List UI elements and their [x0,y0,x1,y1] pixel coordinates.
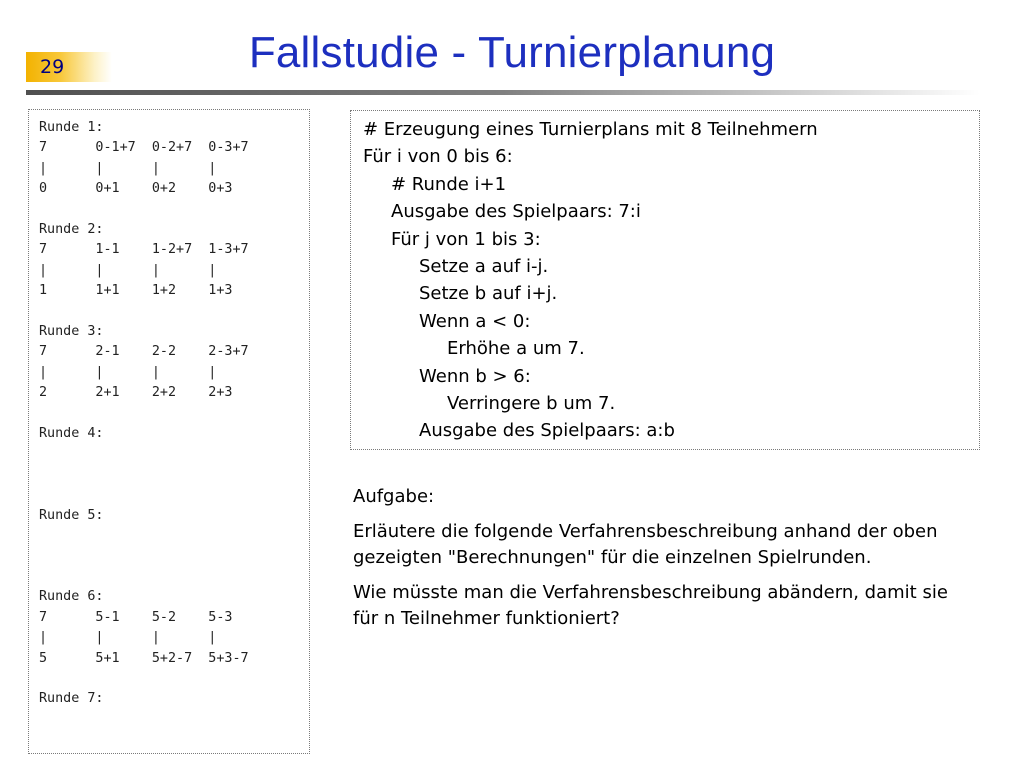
algorithm-line: # Runde i+1 [391,173,507,195]
round-calculation-listing [39,118,249,710]
code-line: Runde 2: [39,222,104,238]
code-line: 7 0-1+7 0-2+7 0-3+7 [39,140,249,156]
algorithm-box [350,110,980,450]
code-line: Runde 6: [39,589,104,605]
round-calculation-box [28,109,310,754]
algorithm-line: Verringere b um 7. [447,393,616,414]
code-line: 1 1+1 1+2 1+3 [39,283,233,299]
code-line: Runde 7: [39,691,104,707]
code-line: 7 1-1 1-2+7 1-3+7 [39,242,249,258]
code-line: | | | | [39,160,217,176]
code-line: | | | | [39,262,217,278]
algorithm-line: Setze b auf i+j. [419,283,558,305]
task-section [353,484,973,641]
code-line: 5 5+1 5+2-7 5+3-7 [39,650,249,666]
code-line: 7 2-1 2-2 2-3+7 [39,344,249,360]
algorithm-line: # Erzeugung eines Turnierplans mit 8 Teilnehmern [363,119,818,140]
task-paragraph-1: Erläutere die folgende Verfahrensbeschreibung anhand der oben gezeigten "Berechnungen" für die einzelnen Spielrunden. [353,520,938,568]
slide-title: Fallstudie - Turnierplanung [248,28,776,77]
code-line: | | | | [39,630,217,646]
algorithm-line: Wenn b > 6: [419,365,531,387]
code-line: 2 2+1 2+2 2+3 [39,385,233,401]
code-line: Runde 3: [39,324,104,340]
algorithm-line: Für i von 0 bis 6: [363,146,513,168]
code-line: 7 5-1 5-2 5-3 [39,609,233,625]
page-number: 29 [40,56,65,78]
code-line: | | | | [39,364,217,380]
code-line: 0 0+1 0+2 0+3 [39,181,233,197]
algorithm-line: Ausgabe des Spielpaars: a:b [419,420,675,442]
algorithm-line: Ausgabe des Spielpaars: 7:i [391,201,641,223]
algorithm-line: Setze a auf i-j. [419,256,549,277]
task-heading: Aufgabe: [353,486,435,507]
algorithm-line: Wenn a < 0: [419,310,531,332]
algorithm-line: Für j von 1 bis 3: [391,228,541,250]
algorithm-line: Erhöhe a um 7. [447,338,585,360]
task-paragraph-2: Wie müsste man die Verfahrensbeschreibung abändern, damit sie für n Teilnehmer funktioniert? [353,581,948,629]
code-line: Runde 4: [39,426,104,442]
code-line: Runde 1: [39,120,104,135]
title-underline [26,90,980,95]
code-line: Runde 5: [39,507,104,523]
